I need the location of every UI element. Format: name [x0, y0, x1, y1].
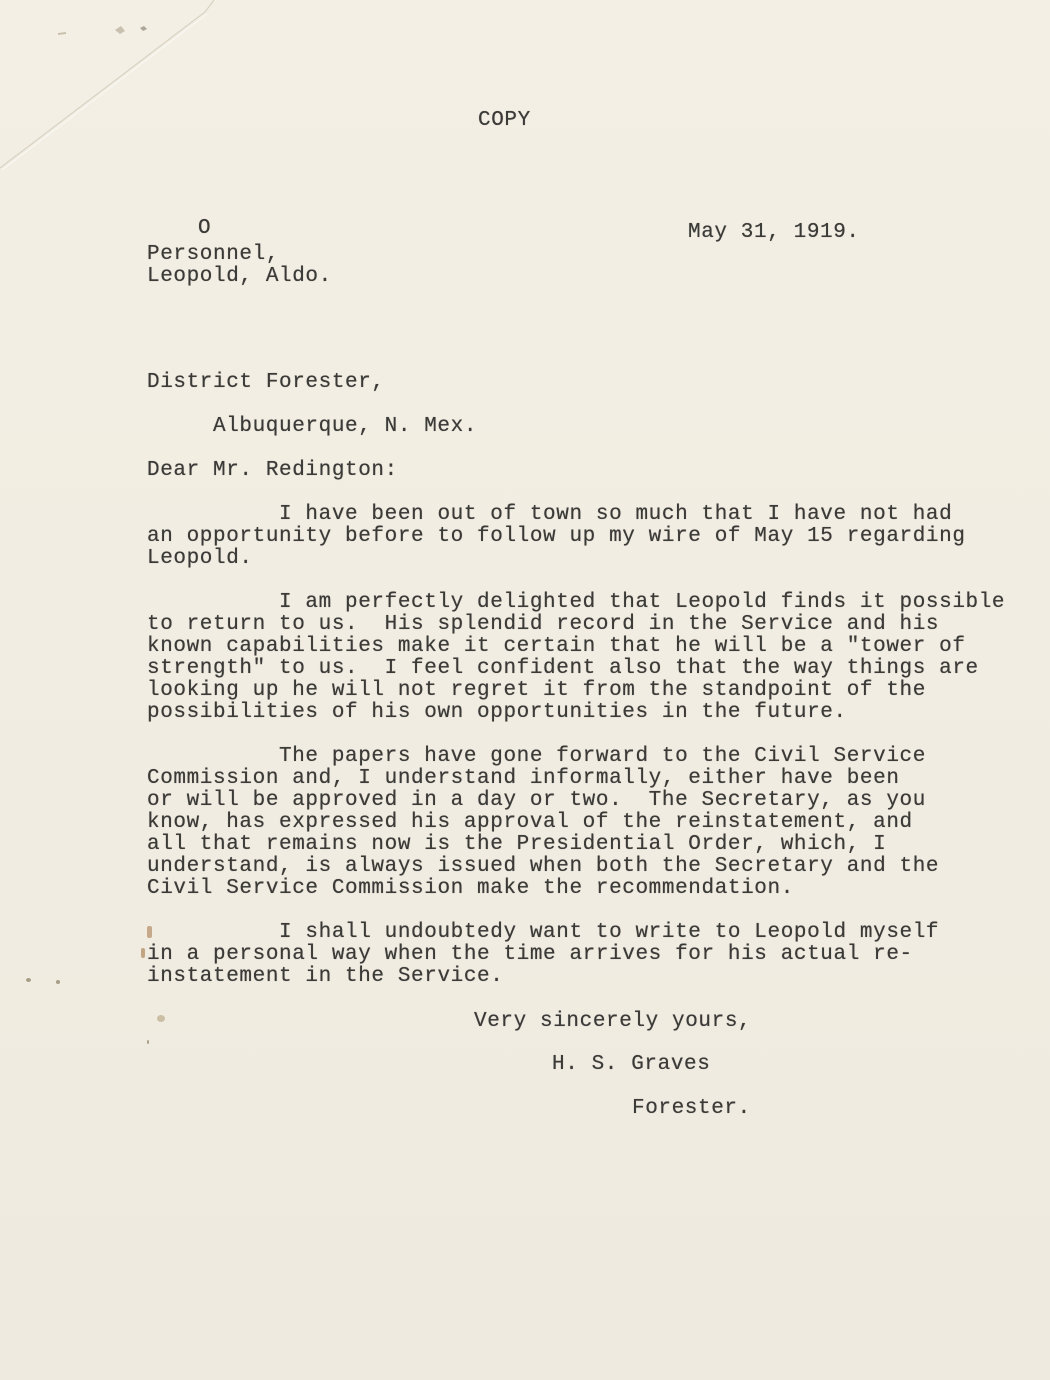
- paragraph-line: The papers have gone forward to the Civil Service: [147, 745, 926, 768]
- paragraph-line: possibilities of his own opportunities in the future.: [147, 701, 847, 724]
- paragraph-line: I have been out of town so much that I have not had: [147, 503, 953, 526]
- paragraph-line: instatement in the Service.: [147, 965, 504, 988]
- addressee-location: Albuquerque, N. Mex.: [213, 415, 478, 438]
- body-paragraph-2: [147, 592, 1005, 724]
- paragraph-line: Civil Service Commission make the recommendation.: [147, 877, 794, 900]
- paragraph-line: to return to us. His splendid record in the Service and his: [147, 613, 940, 636]
- paper-crease: [0, 0, 260, 170]
- signer-name: H. S. Graves: [552, 1053, 711, 1076]
- body-paragraph-1: [147, 504, 966, 570]
- paragraph-line: in a personal way when the time arrives for his actual re-: [147, 943, 913, 966]
- signer-title: Forester.: [632, 1097, 751, 1120]
- paragraph-line: understand, is always issued when both the Secretary and the: [147, 855, 940, 878]
- body-paragraph-4: [147, 922, 939, 988]
- letter-date: May 31, 1919.: [688, 221, 860, 244]
- paragraph-line: Commission and, I understand informally, either have been: [147, 767, 900, 790]
- paragraph-line: all that remains now is the Presidential Order, which, I: [147, 833, 887, 856]
- file-reference-code: O: [198, 217, 212, 240]
- paragraph-line: strength" to us. I feel confident also that the way things are: [147, 657, 979, 680]
- body-paragraph-3: [147, 746, 939, 900]
- paragraph-line: known capabilities make it certain that he will be a "tower of: [147, 635, 966, 658]
- paragraph-line: I am perfectly delighted that Leopold finds it possible: [147, 591, 1006, 614]
- addressee-title: District Forester,: [147, 371, 385, 394]
- paragraph-line: or will be approved in a day or two. The Secretary, as you: [147, 789, 926, 812]
- valediction: Very sincerely yours,: [474, 1010, 752, 1033]
- paragraph-line: looking up he will not regret it from the standpoint of the: [147, 679, 926, 702]
- file-reference-category: Personnel,: [147, 243, 280, 266]
- salutation: Dear Mr. Redington:: [147, 459, 398, 482]
- paragraph-line: I shall undoubtedy want to write to Leopold myself: [147, 921, 940, 944]
- copy-mark: COPY: [478, 109, 531, 132]
- paragraph-line: know, has expressed his approval of the reinstatement, and: [147, 811, 913, 834]
- paragraph-line: an opportunity before to follow up my wire of May 15 regarding: [147, 525, 966, 548]
- paragraph-line: Leopold.: [147, 547, 253, 570]
- file-reference-subject: Leopold, Aldo.: [147, 265, 332, 288]
